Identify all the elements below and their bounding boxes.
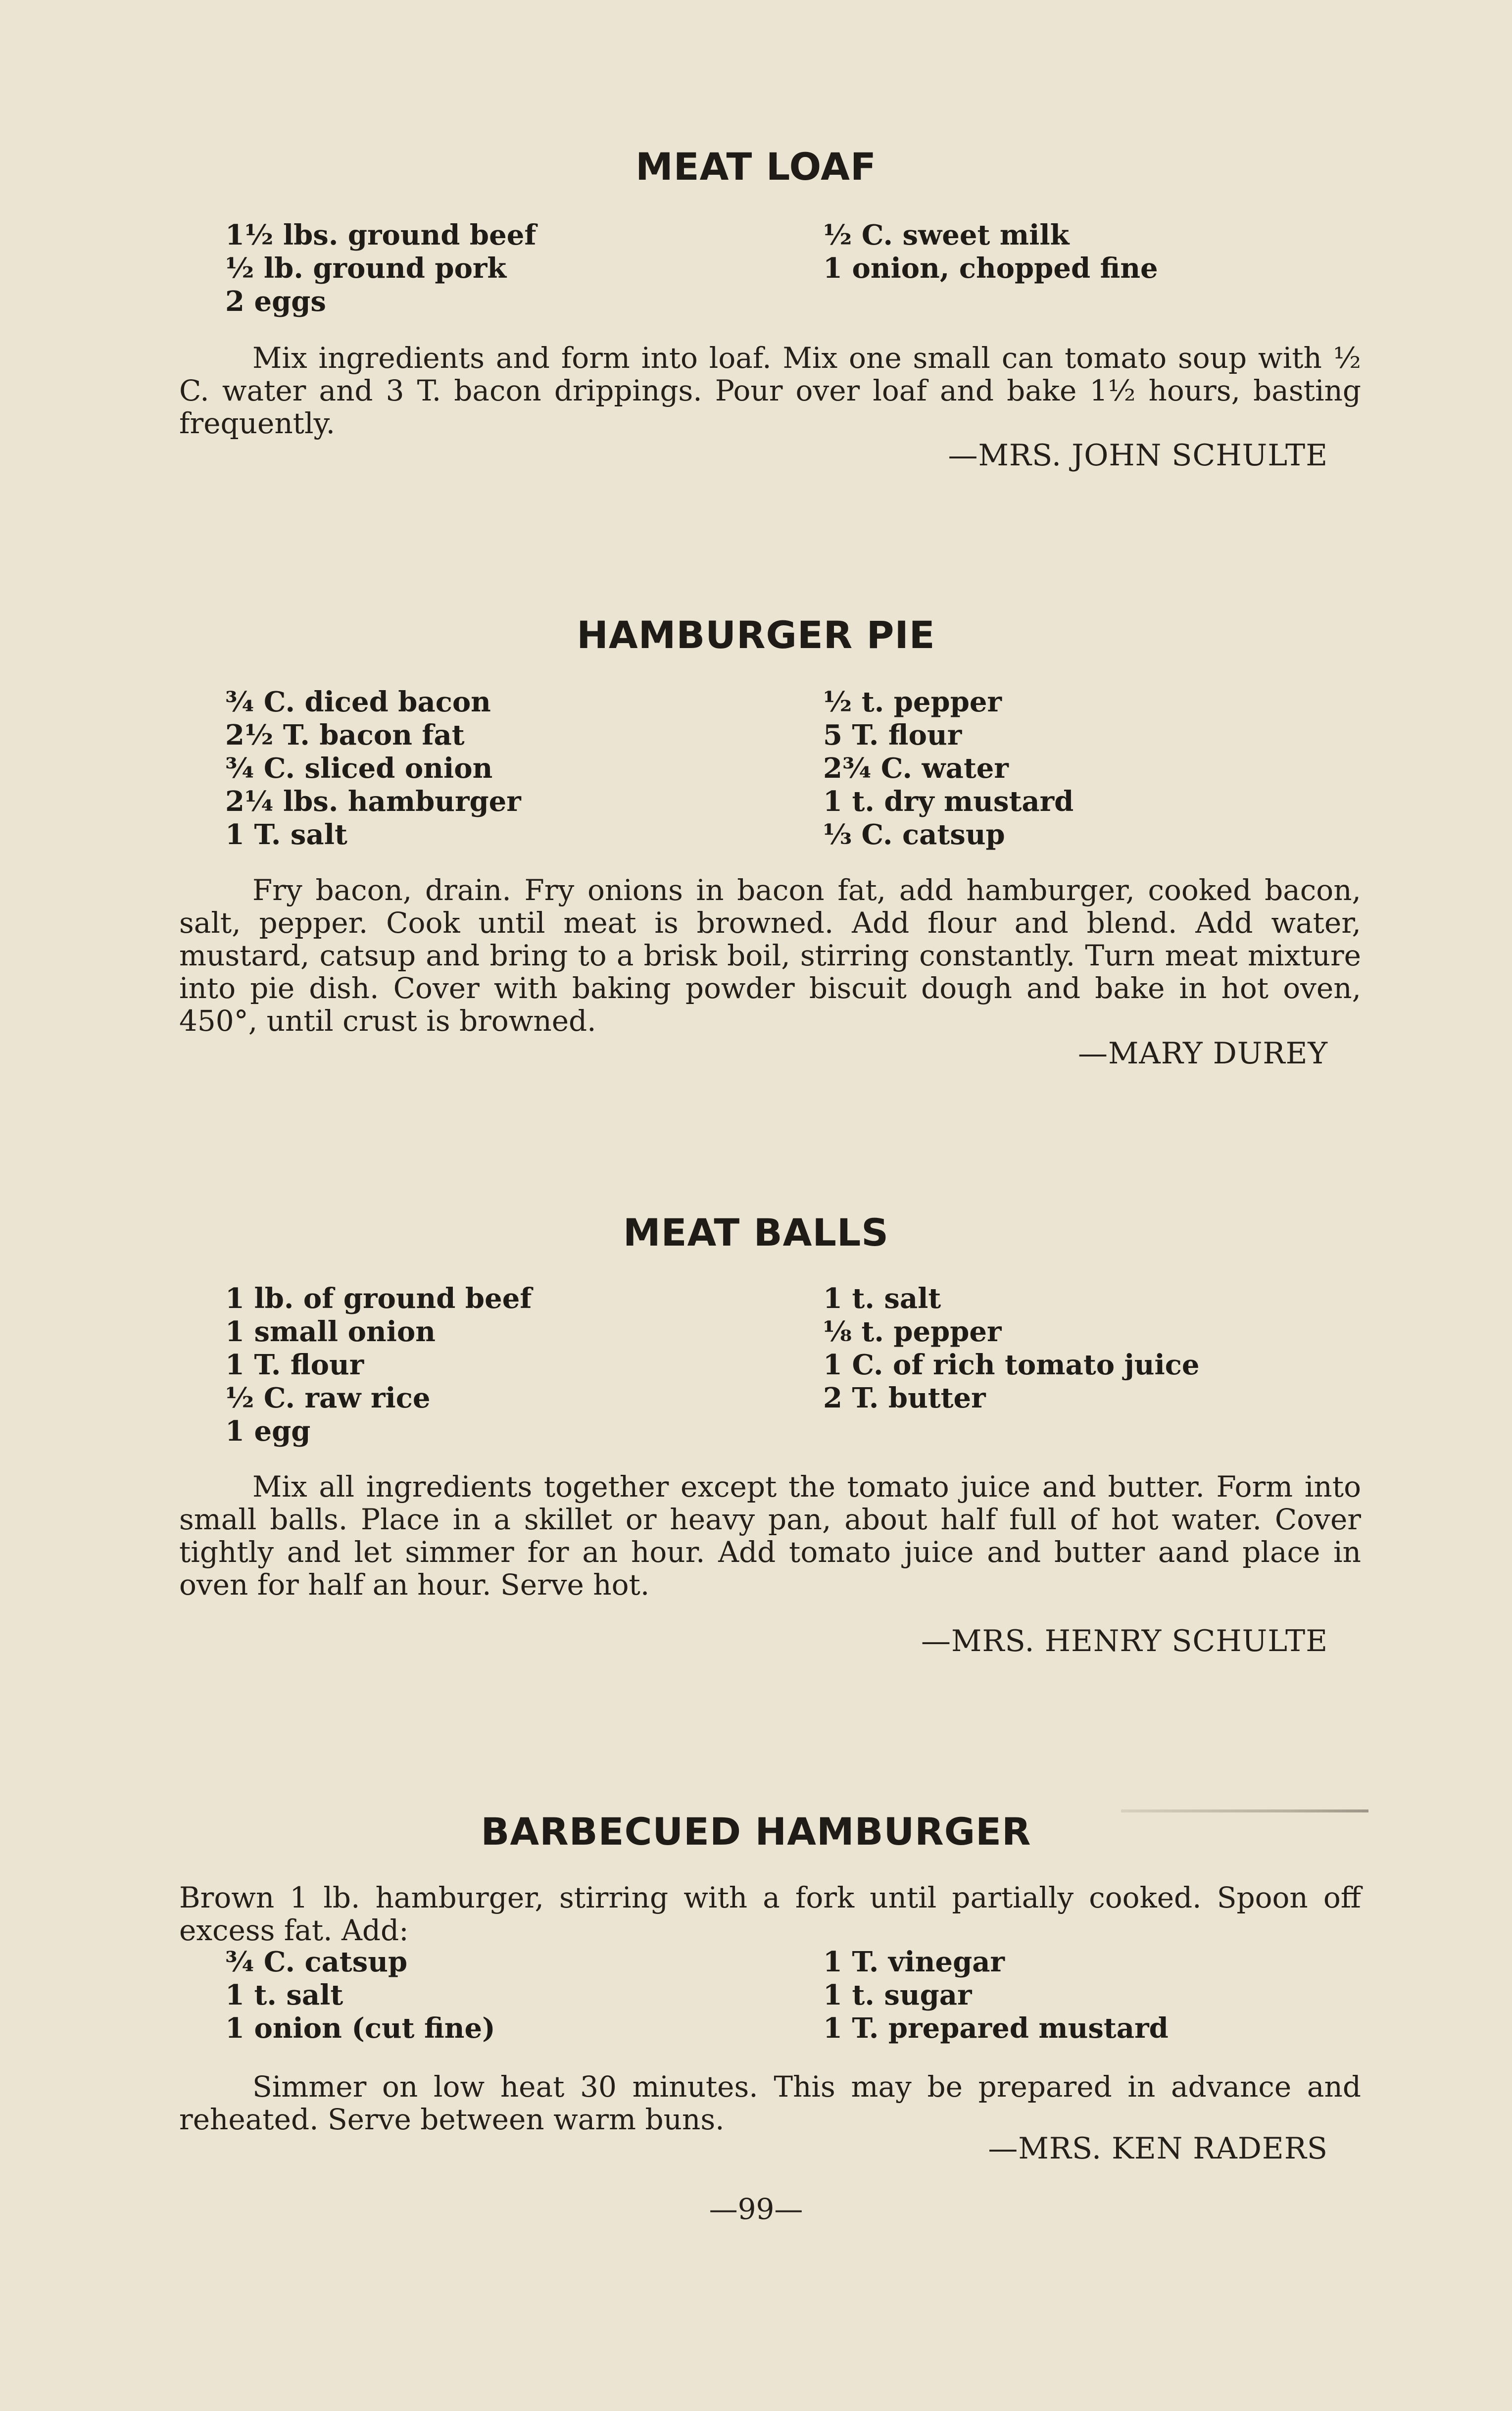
recipe-directions: Mix ingredients and form into loaf. Mix one small can tomato soup with ½ C. water and 3 T. bacon drippings. Pour over loaf and bake 1½ hours, basting frequently.	[179, 341, 1361, 440]
ingredient: 1 egg	[225, 1415, 311, 1448]
recipe-credit: —MRS. KEN RADERS	[988, 2131, 1328, 2166]
ingredient: 1 t. salt	[823, 1282, 941, 1315]
ingredient: ¾ C. catsup	[225, 1946, 408, 1978]
ingredient: 1 T. prepared mustard	[823, 2012, 1169, 2045]
ingredient: 5 T. flour	[823, 719, 962, 752]
ingredient-list-left	[225, 1946, 495, 2045]
recipe-credit: —MARY DUREY	[1077, 1036, 1328, 1071]
ingredient-list-left	[225, 1282, 532, 1448]
ingredient: 1 T. flour	[225, 1349, 364, 1381]
ingredient: ⅓ C. catsup	[823, 818, 1005, 851]
ingredient: ½ t. pepper	[823, 686, 1002, 718]
ingredient-list-right	[823, 1282, 1200, 1415]
ingredient: 1 t. sugar	[823, 1979, 972, 2011]
recipe-intro: Brown 1 lb. hamburger, stirring with a fork until partially cooked. Spoon off excess fat. Add:	[179, 1881, 1361, 1947]
ingredient: 2 T. butter	[823, 1382, 986, 1414]
ingredient-list-left	[225, 686, 521, 852]
recipe-directions: Simmer on low heat 30 minutes. This may be prepared in advance and reheated. Serve between warm buns.	[179, 2070, 1361, 2136]
ingredient: ¾ C. diced bacon	[225, 686, 491, 718]
ingredient: ½ lb. ground pork	[225, 252, 507, 285]
ingredient: ½ C. sweet milk	[823, 219, 1070, 251]
ingredient: 1 onion, chopped fine	[823, 252, 1158, 285]
ingredient: 1 T. salt	[225, 818, 347, 851]
ingredient: ⅛ t. pepper	[823, 1315, 1002, 1348]
ingredient: 1 t. dry mustard	[823, 785, 1074, 818]
ingredient: 1 lb. of ground beef	[225, 1282, 532, 1315]
recipe-credit: —MRS. JOHN SCHULTE	[948, 438, 1328, 473]
ingredient: 2 eggs	[225, 285, 326, 318]
ingredient: 1 onion (cut fine)	[225, 2012, 495, 2045]
ingredient: 2¾ C. water	[823, 752, 1009, 785]
ingredient: 1 C. of rich tomato juice	[823, 1349, 1200, 1381]
ingredient: ½ C. raw rice	[225, 1382, 431, 1414]
ingredient: 1 T. vinegar	[823, 1946, 1005, 1978]
recipe-title: MEAT LOAF	[635, 145, 877, 189]
ingredient: 1 small onion	[225, 1315, 436, 1348]
ingredient: 2½ T. bacon fat	[225, 719, 465, 752]
ingredient-list-right	[823, 1946, 1169, 2045]
ingredient: ¾ C. sliced onion	[225, 752, 493, 785]
ingredient: 2¼ lbs. hamburger	[225, 785, 521, 818]
ingredient: 1 t. salt	[225, 1979, 343, 2011]
recipe-title: MEAT BALLS	[623, 1210, 889, 1255]
ingredient-list-right	[823, 219, 1158, 285]
page-number: —99—	[709, 2192, 803, 2226]
recipe-directions: Mix all ingredients together except the tomato juice and butter. Form into small balls. Place in a skillet or heavy pan, about half full of hot water. Cover tightly and let simmer for an hour. Add tomato juice and butter aand place in oven for half an hour. Serve hot.	[179, 1470, 1361, 1602]
recipe-title: HAMBURGER PIE	[577, 613, 935, 657]
recipe-credit: —MRS. HENRY SCHULTE	[921, 1624, 1328, 1658]
ingredient-list-right	[823, 686, 1073, 852]
ingredient-list-left	[225, 219, 536, 318]
recipe-directions: Fry bacon, drain. Fry onions in bacon fat, add hamburger, cooked bacon, salt, pepper. Cook until meat is browned. Add flour and blend. Add water, mustard, catsup and bring to a brisk boil, stirring constantly. Turn meat mixture into pie dish. Cover with baking powder biscuit dough and bake in hot oven, 450°, until crust is browned.	[179, 873, 1361, 1038]
recipe-title: BARBECUED HAMBURGER	[481, 1809, 1031, 1854]
ingredient: 1½ lbs. ground beef	[225, 219, 537, 251]
